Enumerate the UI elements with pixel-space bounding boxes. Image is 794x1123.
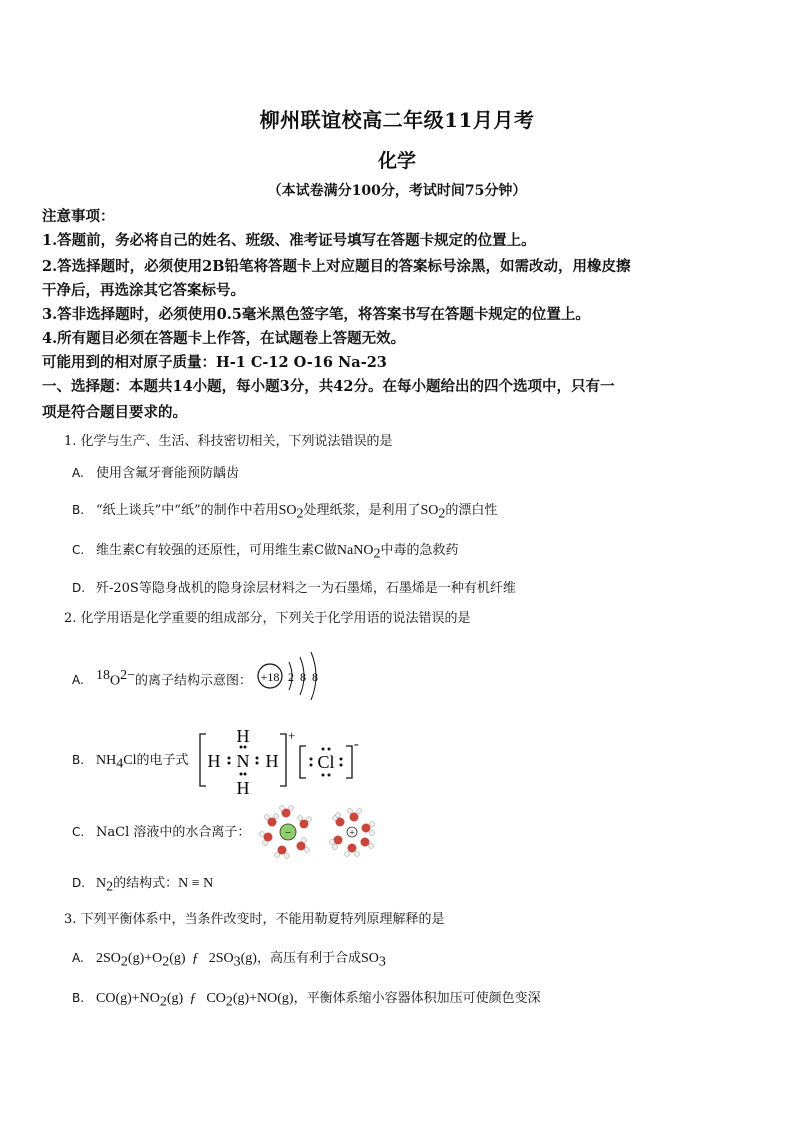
hydrogen-atom: H (207, 751, 221, 771)
electron-dot (244, 773, 247, 776)
right-bracket (280, 734, 286, 786)
q1-option-c: C. 维生素C有较强的还原性，可用维生素C做NaNO$_2$中毒的急救药 (72, 543, 459, 562)
nitrogen-atom: N (236, 751, 250, 771)
notice-heading: 注意事项： (42, 208, 115, 225)
q1-option-d: D. 歼-20S等隐身战机的隐身涂层材料之一为石墨烯，石墨烯是一种有机纤维 (72, 581, 516, 596)
electron-formula-diagram (196, 720, 366, 798)
section-heading-cont: 项是符合题目要求的。 (42, 404, 187, 421)
subject-title: 化学 (377, 150, 416, 172)
electron-dot (322, 774, 325, 777)
left-bracket (300, 746, 306, 778)
hydrogen-atom: H (236, 778, 250, 798)
notice-item: 3.答非选择题时，必须使用0.5毫米黑色签字笔，将答案书写在答题卡规定的位置上。 (42, 306, 590, 323)
shell-electrons: 8 (312, 670, 318, 684)
atomic-masses: 可能用到的相对原子质量：H-1 C-12 O-16 Na-23 (42, 354, 387, 371)
q2-option-a: A. $^{18}O^{2-}$的离子结构示意图： (72, 668, 253, 689)
q1-option-a: A. 使用含氟牙膏能预防龋齿 (72, 466, 240, 481)
exam-title: 柳州联谊校高二年级11月月考 (259, 108, 535, 132)
q3-option-a: A. $2SO_2(g)+O_2(g)$ ƒ $2SO_3(g)$，高压有利于合成$SO_3$ (72, 951, 386, 970)
electron-dot (240, 746, 243, 749)
question-2-stem: 2. 化学用语是化学重要的组成部分，下列关于化学用语的说法错误的是 (64, 611, 471, 626)
equilibrium-arrow: ƒ (191, 951, 199, 966)
anion-charge: - (354, 737, 359, 752)
shell-electrons: 2 (288, 670, 294, 684)
electron-dot (340, 758, 343, 761)
q2-option-d: D. $N_2$的结构式：N ≡ N (72, 876, 214, 895)
electron-dot (310, 758, 313, 761)
electron-dot (228, 757, 231, 760)
cation-charge: + (288, 728, 296, 743)
electron-dot (340, 764, 343, 767)
question-3-stem: 3. 下列平衡体系中，当条件改变时，不能用勒夏特列原理解释的是 (64, 912, 445, 927)
electron-dot (256, 757, 259, 760)
left-bracket (200, 734, 206, 786)
nucleus-charge: +18 (260, 670, 280, 684)
electron-dot (244, 746, 247, 749)
q1-option-b: B. “纸上谈兵”中“纸”的制作中若用$SO_2$处理纸浆，是利用了$SO_2$的漂白性 (72, 503, 498, 522)
hydrated-ions-diagram (258, 804, 378, 860)
hydrogen-atom: H (236, 726, 250, 746)
electron-dot (310, 764, 313, 767)
notice-item: 2.答选择题时，必须使用2B铅笔将答题卡上对应题目的答案标号涂黑，如需改动，用橡皮擦 (42, 258, 631, 275)
electron-dot (322, 748, 325, 751)
ion-structure-diagram (255, 648, 335, 704)
electron-dot (240, 773, 243, 776)
chlorine-atom: Cl (317, 752, 335, 772)
section-heading: 一、选择题：本题共14小题，每小题3分，共42分。在每小题给出的四个选项中，只有一 (42, 378, 615, 395)
notice-item: 1.答题前，务必将自己的姓名、班级、准考证号填写在答题卡规定的位置上。 (42, 232, 536, 249)
electron-dot (256, 762, 259, 765)
q2-option-c: C. NaCl 溶液中的水合离子： (72, 825, 251, 840)
shell-electrons: 8 (300, 670, 306, 684)
q2-option-b: B. $NH_4Cl$的电子式 (72, 753, 189, 772)
ion-charge: − (284, 827, 292, 839)
question-1-stem: 1. 化学与生产、生活、科技密切相关，下列说法错误的是 (64, 434, 393, 449)
q3-option-b: B. $CO(g)+NO_2(g)$ ƒ $CO_2(g)+NO(g)$，平衡体系缩小容器体积加压可使颜色变深 (72, 991, 541, 1010)
right-bracket (346, 746, 352, 778)
electron-dot (328, 748, 331, 751)
notice-item: 4.所有题目必须在答题卡上作答，在试题卷上答题无效。 (42, 330, 406, 347)
electron-dot (228, 762, 231, 765)
electron-dot (328, 774, 331, 777)
exam-subtitle: （本试卷满分100分，考试时间75分钟） (267, 183, 527, 199)
hydrogen-atom: H (265, 751, 279, 771)
equilibrium-arrow: ƒ (189, 991, 197, 1006)
notice-item: 干净后，再选涂其它答案标号。 (42, 282, 245, 299)
ion-charge: + (349, 827, 355, 838)
